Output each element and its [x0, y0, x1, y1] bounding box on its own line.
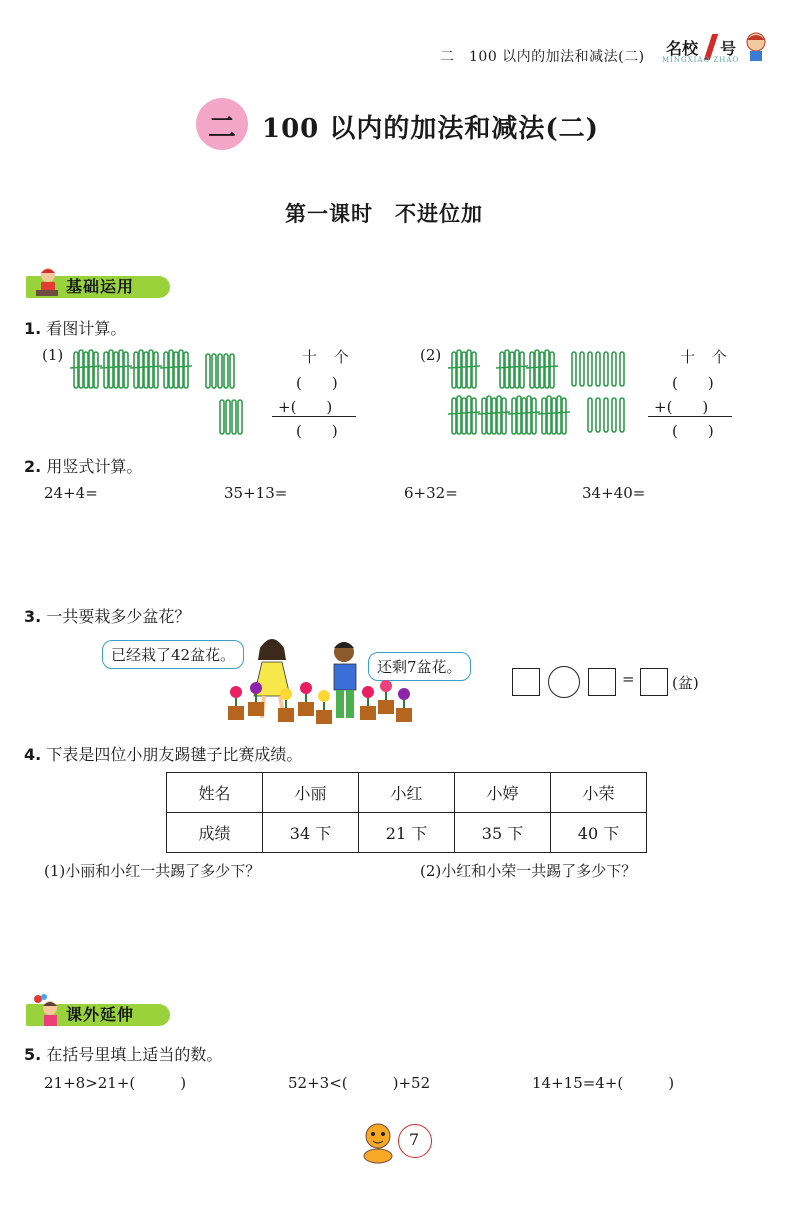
q1-part1-blank-1[interactable]: ( ): [296, 374, 338, 392]
question-1: [24, 316, 126, 339]
table-header-score: 成绩: [167, 813, 263, 853]
table-cell-score: 21 下: [359, 813, 455, 853]
question-number: 3.: [24, 607, 42, 626]
q1-part2-rule: [648, 416, 732, 417]
q5-item-1[interactable]: 21+8>21+( ): [44, 1074, 187, 1092]
brand-logo: [648, 36, 773, 66]
question-number: 1.: [24, 319, 42, 338]
q1-part2-label: (2): [420, 346, 442, 364]
brand-name: 名校: [666, 39, 699, 58]
q4-subquestion-1: (1)小丽和小红一共踢了多少下？: [44, 862, 261, 880]
section-banner-basic: [22, 266, 170, 302]
q1-part2-headers: 十 个: [680, 348, 733, 366]
brand-suffix: 号: [720, 39, 737, 58]
question-text: 下表是四位小朋友踢毽子比赛成绩。: [46, 745, 303, 764]
sticks-illustration-1: [70, 346, 265, 442]
lesson-title: 第一课时 不进位加: [285, 201, 483, 226]
q1-part2-blank-2[interactable]: +( ): [654, 398, 709, 416]
q1-part2-blank-1[interactable]: ( ): [672, 374, 714, 392]
q5-item-2[interactable]: 52+3<( )+52: [288, 1074, 431, 1092]
question-text: 在括号里填上适当的数。: [46, 1045, 223, 1064]
brand-subtitle: MINGXIAO ZHAO: [662, 56, 740, 64]
equals-sign: =: [622, 670, 635, 688]
score-table: [166, 772, 647, 853]
table-cell-name: 小荣: [551, 773, 647, 813]
answer-box-2[interactable]: [588, 668, 616, 696]
q1-part1-headers: 十 个: [302, 348, 355, 366]
chapter-number: 二: [208, 111, 237, 144]
chapter-title: 100 以内的加法和减法(二): [262, 114, 599, 144]
table-cell-name: 小婷: [455, 773, 551, 813]
table-row-names: [167, 773, 647, 813]
speech-bubble-left: 已经栽了42盆花。: [102, 640, 244, 669]
tiger-mascot-icon: [358, 1120, 398, 1164]
answer-box-3[interactable]: [640, 668, 668, 696]
section-title: 课外延伸: [66, 1005, 135, 1024]
q4-subquestion-2: (2)小红和小荣一共踢了多少下？: [420, 862, 637, 880]
table-header-name: 姓名: [167, 773, 263, 813]
table-cell-score: 40 下: [551, 813, 647, 853]
kid-balloon-icon: [32, 994, 62, 1028]
q1-part2-answer[interactable]: ( ): [672, 422, 714, 440]
sticks-illustration-2: [448, 346, 643, 442]
children-flowers-illustration: [222, 630, 422, 728]
q1-part1-answer[interactable]: ( ): [296, 422, 338, 440]
table-cell-name: 小红: [359, 773, 455, 813]
question-text: 一共要栽多少盆花？: [46, 607, 191, 626]
q2-item-4: 34+40=: [582, 484, 646, 502]
q5-item-3[interactable]: 14+15=4+( ): [532, 1074, 675, 1092]
section-title: 基础运用: [66, 277, 135, 296]
speech-bubble-right: 还剩7盆花。: [368, 652, 471, 681]
question-4: [24, 742, 302, 765]
running-header: 二 100 以内的加法和减法(二): [440, 49, 645, 65]
unit-label: (盆): [672, 674, 699, 692]
operator-circle[interactable]: [548, 666, 580, 698]
q1-part1-label: (1): [42, 346, 64, 364]
question-number: 4.: [24, 745, 42, 764]
question-text: 看图计算。: [46, 319, 127, 338]
table-row-scores: [167, 813, 647, 853]
question-text: 用竖式计算。: [46, 457, 143, 476]
question-number: 2.: [24, 457, 42, 476]
q2-item-2: 35+13=: [224, 484, 288, 502]
brand-mascot-icon: [742, 30, 770, 62]
answer-box-1[interactable]: [512, 668, 540, 696]
q2-item-3: 6+32=: [404, 484, 458, 502]
table-cell-name: 小丽: [263, 773, 359, 813]
table-cell-score: 34 下: [263, 813, 359, 853]
section-banner-extend: [22, 994, 170, 1030]
question-5: [24, 1042, 222, 1065]
question-number: 5.: [24, 1045, 42, 1064]
q1-part1-blank-2[interactable]: +( ): [278, 398, 333, 416]
kid-reading-icon: [32, 266, 62, 300]
page-number: 7: [409, 1130, 420, 1149]
question-2: [24, 454, 142, 477]
q2-item-1: 24+4=: [44, 484, 98, 502]
q1-part1-rule: [272, 416, 356, 417]
table-cell-score: 35 下: [455, 813, 551, 853]
question-3: [24, 604, 190, 627]
